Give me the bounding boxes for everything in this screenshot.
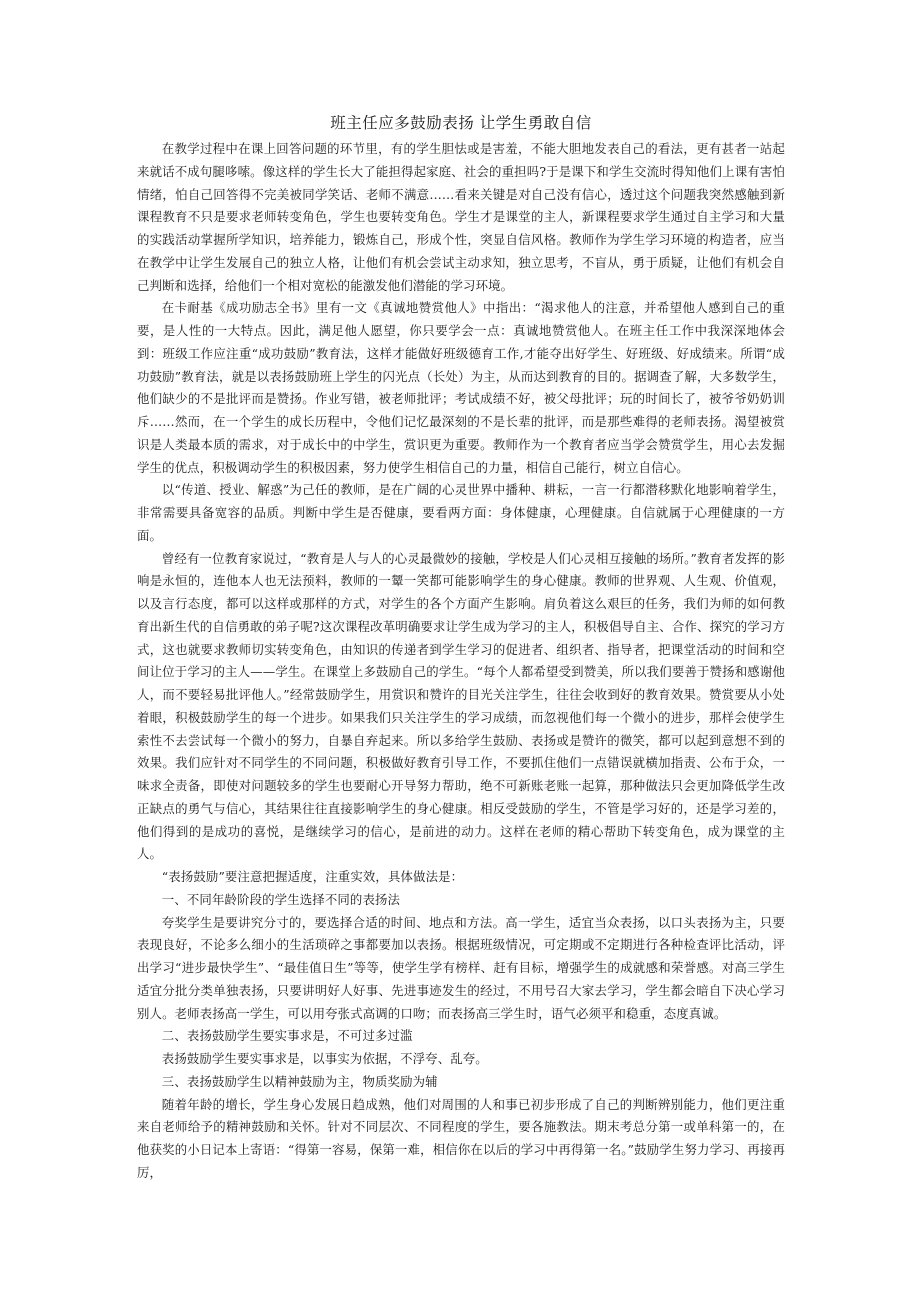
paragraph-factual: 表扬鼓励学生要实事求是，以事实为依据，不浮夸、乱夸。 [161, 1051, 488, 1066]
section-heading-2: 二、表扬鼓励学生要实事求是，不可过多过滥 [161, 1028, 413, 1044]
section-heading-3: 三、表扬鼓励学生以精神鼓励为主，物质奖励为辅 [161, 1073, 438, 1089]
paragraph-carnegie: 在卡耐基《成功励志全书》里有一文《真诚地赞赏他人》中指出：“渴求他人的注意，并希望他人感到自己的重要，是人性的一大特点。因此，满足他人愿望，你只要学会一点：真诚地赞赏他人。在班主任工作中我深深地体会到：班级工作应注重“成功鼓励”教育法，这样才能做好班级德育工作,才能夺出好学生、好班级、好成绩来。所谓“成功鼓励”教育法，就是以表扬鼓励班上学生的闪光点（长处）为主，从而达到教育的目的。据调查了解，大多数学生，他们缺少的不是批评而是赞扬。作业写错，被老师批评；考试成绩不好，被父母批评；玩的时间长了，被爷爷奶奶训斥……然而，在一个学生的成长历程中，令他们记忆最深刻的不是长辈的批评，而是那些难得的老师表扬。渴望被赏识是人类最本质的需求，对于成长中的中学生，赏识更为重要。教师作为一个教育者应当学会赞赏学生，用心去发掘学生的优点，积极调动学生的积极因素，努力使学生相信自己的力量，相信自己能行，树立自信心。 [137, 300, 785, 475]
document-page [137, 110, 785, 1185]
paragraph-methods-intro: “表扬鼓励”要注意把握适度，注重实效，具体做法是： [161, 869, 464, 884]
paragraph-intro: 在教学过程中在课上回答问题的环节里，有的学生胆怯或是害羞，不能大胆地发表自己的看法，更有甚者一站起来就话不成句腿哆嗦。像这样的学生长大了能担得起家庭、社会的重担吗?于是课下和学生交流时得知他们上课有害怕情绪，怕自己回答得不完美被同学笑话、老师不满意……看来关键是对自己没有信心，透过这个问题我突然感触到新课程教育不只是要求老师转变角色，学生也要转变角色。学生才是课堂的主人，新课程要求学生通过自主学习和大量的实践活动掌握所学知识，培养能力，锻炼自己，形成个性，突显自信风格。教师作为学生学习环境的构造者，应当在教学中让学生发展自己的独立人格，让他们有机会尝试主动求知，独立思考，不盲从，勇于质疑，让他们有机会自己判断和选择，给他们一个相对宽松的能激发他们潜能的学习环境。 [137, 141, 785, 293]
paragraph-educator-quote: 曾经有一位教育家说过，“教育是人与人的心灵最微妙的接触，学校是人们心灵相互接触的场所。”教育者发挥的影响是永恒的，连他本人也无法预料，教师的一颦一笑都可能影响学生的身心健康。教师的世界观、人生观、价值观，以及言行态度，都可以这样或那样的方式，对学生的各个方面产生影响。肩负着这么艰巨的任务，我们为师的如何教育出新生代的自信勇敢的弟子呢?这次课程改革明确要求让学生成为学习的主人，积极倡导自主、合作、探究的学习方式，这也就要求教师切实转变角色，由知识的传递者到学生学习的促进者、组织者、指导者，把课堂活动的时间和空间让位于学习的主人——学生。在课堂上多鼓励自己的学生。“每个人都希望受到赞美，所以我们要善于赞扬和感谢他人，而不要轻易批评他人。”经常鼓励学生，用赏识和赞许的目光关注学生，往往会收到好的教育效果。赞赏要从小处着眼，积极鼓励学生的每一个进步。如果我们只关注学生的学习成绩，而忽视他们每一个微小的进步，那样会使学生索性不去尝试每一个微小的努力，自暴自弃起来。所以多给学生鼓励、表扬或是赞许的微笑，都可以起到意想不到的效果。我们应针对不同学生的不同问题，积极做好教育引导工作，不要抓住他们一点错误就横加指责、公布于众，一味求全责备，即使对问题较多的学生也要耐心开导努力帮助，绝不可新账老账一起算，那种做法只会更加降低学生改正缺点的勇气与信心，其结果往往直接影响学生的身心健康。相反受鼓励的学生，不管是学习好的，还是学习差的，他们得到的是成功的喜悦，是继续学习的信心，是前进的动力。这样在老师的精心帮助下转变角色，成为课堂的主人。 [137, 550, 785, 862]
paragraph-age-groups: 夸奖学生是要讲究分寸的，要选择合适的时间、地点和方法。高一学生，适宜当众表扬，以口头表扬为主，只要表现良好，不论多么细小的生活琐碎之事都要加以表扬。根据班级情况，可定期或不定期进行各种检查评比活动，评出学习“进步最快学生”、“最佳值日生”等等，使学生学有榜样、赶有目标，增强学生的成就感和荣誉感。对高三学生适宜分批分类单独表扬，只要讲明好人好事、先进事迹发生的经过，不用号召大家去学习，学生都会暗自下决心学习别人。老师表扬高一学生，可以用夸张式高调的口吻；而表扬高三学生时，语气必须平和稳重，态度真诚。 [137, 914, 785, 1021]
paragraph-spiritual-reward: 随着年龄的增长，学生身心发展日趋成熟，他们对周围的人和事已初步形成了自己的判断辨别能力，他们更注重来自老师给予的精神鼓励和关怀。针对不同层次、不同程度的学生，要各施教法。期末考总分第一或单科第一的，在他获奖的小日记本上寄语：“得第一容易，保第一难，相信你在以后的学习中再得第一名。”鼓励学生努力学习、再接再厉， [137, 1096, 785, 1180]
document-title: 班主任应多鼓励表扬 让学生勇敢自信 [330, 114, 592, 132]
section-heading-1: 一、不同年龄阶段的学生选择不同的表扬法 [161, 891, 401, 907]
paragraph-teacher-role: 以“传道、授业、解惑”为己任的教师，是在广阔的心灵世界中播种、耕耘，一言一行都潜移默化地影响着学生，非常需要具备宽容的品质。判断中学生是否健康，要看两方面：身体健康，心理健康。自信就属于心理健康的一方面。 [137, 482, 785, 543]
